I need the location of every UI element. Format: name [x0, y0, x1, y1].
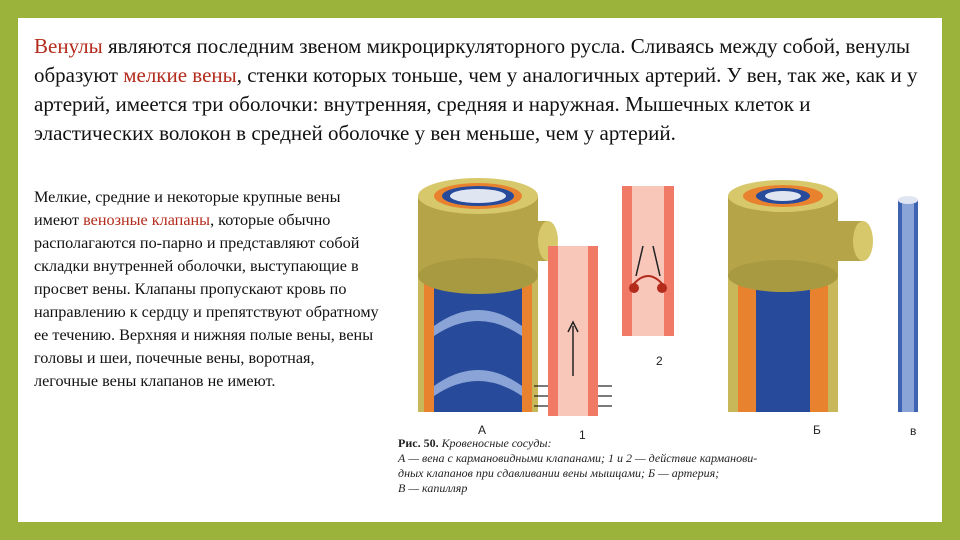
label-b: Б [813, 423, 821, 437]
caption-title-rest: Кровеносные сосуды: [438, 436, 552, 450]
vessels-figure [398, 176, 938, 522]
caption-line-4: В — капилляр [398, 481, 468, 495]
term-venous-valves: венозные клапаны [83, 211, 211, 229]
intro-text-1: являются последним звеном микроциркуляторного русла. Сливаясь между собой, венулы образуют [34, 34, 911, 87]
valve-diagram-2 [622, 186, 674, 336]
caption-title: Рис. 50. [398, 436, 439, 450]
label-v: в [910, 424, 917, 438]
term-small-veins: мелкие вены [123, 63, 237, 87]
valve-diagram-1 [534, 246, 612, 416]
side-text-2: , которые обычно располагаются по-парно и представляют собой складки внутренней оболочки, выступающие в просвет вены. Клапаны пропускают кровь по направлению к сердцу и препятствуют обратному ее течению. Верхняя и нижняя полые вены, вены головы и шеи, почечные вены, воротная, легочные вены клапанов не имеют. [34, 211, 379, 390]
caption-line-3: дных клапанов при сдавливании вены мышцами; Б — артерия; [398, 466, 720, 480]
vein-a-drawing [418, 178, 558, 412]
side-text-1: Мелкие, средние и некоторые крупные вены имеют [34, 188, 341, 229]
slide [18, 18, 942, 522]
label-2: 2 [656, 354, 663, 368]
figure-caption [398, 436, 938, 496]
capillary-drawing [898, 196, 918, 412]
vessels-illustration [398, 176, 938, 436]
intro-paragraph [34, 32, 934, 148]
valves-paragraph [34, 186, 379, 393]
term-venules: Венулы [34, 34, 103, 58]
intro-text-2: , стенки которых тоньше, чем у аналогичных артерий. У вен, так же, как и у артерий, имеется три оболочки: внутренняя, средняя и наружная. Мышечных клеток и эластических волокон в средней оболочке у вен меньше, чем у артерий. [34, 63, 918, 145]
label-a: А [478, 423, 487, 437]
caption-line-2: А — вена с кармановидными клапанами; 1 и 2 — действие карманови- [398, 451, 758, 465]
label-1: 1 [579, 428, 586, 442]
artery-b-drawing [728, 180, 873, 412]
